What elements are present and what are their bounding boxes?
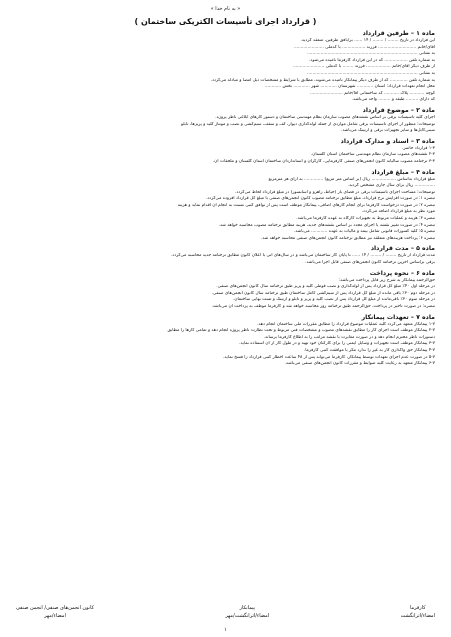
contract-line: آقای/خانم ............................ فرزند ................. با کدملی ...................... (293, 44, 435, 50)
employer-signature (401, 603, 435, 619)
contract-line: توضیحات: مساحت اجرای تأسیسات برقی در فضای باز (حیاط، راهرو و آسانسور) در مبلغ قرارداد لحاظ می‌گردد. (234, 189, 435, 195)
section-title-s3: ماده ۳ – اسناد و مدارک قرارداد (340, 137, 435, 145)
union-sub: امضاء/مهر (44, 613, 66, 619)
document-title: ( قرارداد اجرای تأسیسات الکتریکی ساختمان ) (134, 17, 317, 26)
contract-line: تبصره ۳: هزینه و عملیات مربوط به تجهیزات کارگاه به عهده کارفرما می‌باشد. (296, 216, 435, 222)
contract-line: ۳-۳ ترخنامه مصوب سالیانه کانون انجمن‌های صنفی کارفرمایی، کارگران و استانداردان ساختمان استان گلستان و ملحقات آن. (212, 158, 435, 164)
contract-line: ۲-۳ نقشه‌های مصوب سازمان نظام مهندسی ساختمان استان گلستان. (310, 152, 435, 158)
employer-title: کارفرما (409, 605, 426, 611)
section-title-s7: ماده ۷ – تعهدات پیمانکار (361, 313, 435, 321)
contractor-signature (225, 603, 269, 619)
contract-line: تبصره ۱: در صورت افزایش نرخ قرارداد، مبلغ مطابق ترخنامه مصوب کانون انجمن‌های صنفی با مبلغ کل قرارداد افزوده می‌گردد. (205, 196, 435, 202)
contract-body (16, 30, 435, 368)
contract-line: مبلغ قرارداد به‌اساس .................. ریال (بر اساس متر مربع) .............. به ازای هر مترمربع (268, 176, 435, 182)
contract-line: کوچه ........... پلاک ........... کد ساختمانی آقا/خانم ........................ (310, 90, 435, 96)
contract-line: این قرارداد در تاریخ ........ / ........ / ۱۴ ...... بر/بافق طرفین، منعقد گردید. (300, 38, 435, 43)
contract-line: در مرحله اول ۴۰٪ مبلغ کل قرارداد پس از لوله‌گذاری و نصب قوطی کلید و پریز طبق ترخنامه سال کانون انجمن‌های صنفی. (216, 284, 435, 290)
contract-line: به نشانی ................................................................................. (307, 51, 435, 57)
contract-line: ............... ریال برای سال جاری مشخص گردید. (347, 183, 435, 189)
contract-line: به شماره تلفن ............. که از طرف دیگر پیمانکار نامیده می‌شوند، مطابق با شرایط و مشخصات ذیل امضا و مبادله می‌گردد. (210, 77, 435, 83)
signature-area (16, 603, 435, 619)
contract-line: از طرف دیگر آقای/خانم .................. فرزند ........ با کدملی ....................... (292, 64, 435, 70)
section-title-s6: ماده ۶ – نحوه پرداخت (369, 269, 435, 277)
contract-line: تبصره ۲: در صورت درخواست کارفرما برای انجام کارهای اضافی، پیمانکار موظف است پس از توافق کتبی نسبت به انجام آن اقدام نماید و هزینه (177, 202, 435, 208)
contract-line: تبصره ۴: در صورت تغییر نقشه یا اجرای مجدد بر اساس نقشه‌های جدید، هزینه مطابق ترخنامه مصوب محاسبه خواهد شد. (218, 222, 435, 228)
contract-line: ۴-۷ پیمانکار حق واگذاری کار به غیر را ندارد مگر با موافقت کتبی کارفرما. (303, 347, 435, 353)
section-title-s1: ماده ۱ – طرفین قرارداد (362, 30, 435, 37)
contract-line: مورد نظر به مبلغ قرارداد اضافه می‌گردد. (361, 209, 435, 215)
contract-line: مدت قرارداد از تاریخ ........ / ........ / ۱۴ ...... تا پایان کار ساختمان می‌باشد و در سال‌های آتی با اعلان کانون مطابق ترخنامه جدید محاسبه می‌گردد. (170, 253, 435, 259)
invocation-text: « به نام خدا » (210, 6, 241, 12)
contract-line: ۶-۷ پیمانکار متعهد به رعایت کلیه ضوابط و مقررات کانون انجمن‌های صنفی می‌باشد. (284, 361, 435, 367)
contract-line: تبصره ۵: کلیه کسورات قانونی شامل بیمه و مالیات به عهده ............ می‌باشد. (294, 229, 435, 235)
union-title: کانون انجمن‌های صنفی/ انجمن صنفی (16, 605, 94, 611)
contract-line: سینی‌کابل‌ها و سایر تجهیزات برقی و ارتینگ می‌باشد. (341, 128, 435, 134)
section-title-s2: ماده ۲ – موضوع قرارداد (362, 106, 435, 114)
contract-line: حق‌الزحمه پیمانکار به شرح زیر قابل پرداخت می‌باشد: (338, 277, 435, 283)
contract-line: به شماره تلفن ................. که در این قرارداد کارفرما نامیده می‌شود. (309, 57, 435, 63)
contract-line: تبصره ۶: پرداخت هزینه‌های متعلقه نیز مطابق ترخنامه کانون انجمن‌های صنفی محاسبه خواهد شد. (261, 235, 435, 241)
contractor-sub: امضاء/اثرانگشت/مهر (225, 613, 270, 619)
page-number: ۱ (224, 627, 227, 633)
contract-line: که دارای ......... طبقه و ......... واحد می‌باشد. (351, 97, 435, 103)
contract-line: ۲-۷ پیمانکار موظف است اجرای کار را مطابق نقشه‌های مصوب و مشخصات فنی مربوط و تحت نظارت ناظر پروژه انجام دهد و تمامی کارها را مطابق (167, 328, 435, 334)
contract-line: توضیحات: منظور از اجرای تأسیسات برقی شامل مواردی از جمله لوله‌گذاری دیوار، کف و سقف، سیم‌کشی و نصب و مونتاژ کلید و پریزها، تابلو (181, 121, 435, 127)
contract-line: دستورات ناظر محترم انجام دهد و در صورت مغایرت با نقشه مراتب را به اطلاع کارفرما برساند. (263, 334, 435, 340)
contract-line: در مرحله سوم ۳۰٪ باقی‌مانده از مبلغ کل قرارداد پس از نصب کلید و پریز و تابلو و ارتینگ و تست نهایی ساختمان. (232, 297, 435, 303)
contract-line: ۳-۷ پیمانکار موظف است تجهیزات و وسایل ایمنی را برای کارکنان خود تهیه و در طول کار از آن استفاده نماید. (239, 341, 435, 347)
contract-line: اجرای کلیه تأسیسات برقی بر اساس نقشه‌های مصوب سازمان نظام مهندسی ساختمان و دستور کارهای ابلاغی ناظر پروژه. (215, 114, 435, 120)
contractor-title: پیمانکار (239, 605, 255, 611)
contract-line: تبصره: در صورت تأخیر در پرداخت، حق‌الزحمه طبق ترخنامه روز محاسبه خواهد شد و کارفرما موظف به پرداخت آن می‌باشد. (211, 304, 435, 309)
contract-line: برقی براساس آخرین ترخنامه کانون انجمن‌های صنفی قابل اجرا می‌باشد. (305, 260, 435, 266)
contract-line: ۵-۷ در صورت عدم اجرای تعهدات توسط پیمانکار، کارفرما می‌تواند پس از ۴۸ ساعت اخطار کتبی قرارداد را فسخ نماید. (223, 354, 435, 360)
contract-line: به نشانی ................................................................................. (307, 70, 435, 76)
union-signature (16, 603, 94, 619)
section-title-s4: ماده ۴ – مبلغ قرارداد (371, 168, 435, 176)
contract-line: ۱-۳ قرارداد حاضر. (402, 145, 435, 151)
contract-line: در مرحله دوم ۳۰٪ باقی مانده از مبلغ کل قرارداد پس از سیم‌کشی کامل ساختمان طبق ترخنامه سال کانون انجمن‌های صنفی. (211, 290, 435, 296)
section-title-s5: ماده ۵ – مدت قرارداد (370, 245, 435, 253)
contract-line: محل انجام تعهدات قرارداد: استان ............ شهرستان ............ شهر ............ بخش ............ (264, 84, 435, 90)
employer-sub: امضاء/اثرانگشت (400, 613, 435, 619)
contract-line: ۱-۷ پیمانکار متعهد می‌گردد کلیه عملیات موضوع قرارداد را مطابق مقررات ملی ساختمان انجام دهد. (257, 321, 435, 327)
